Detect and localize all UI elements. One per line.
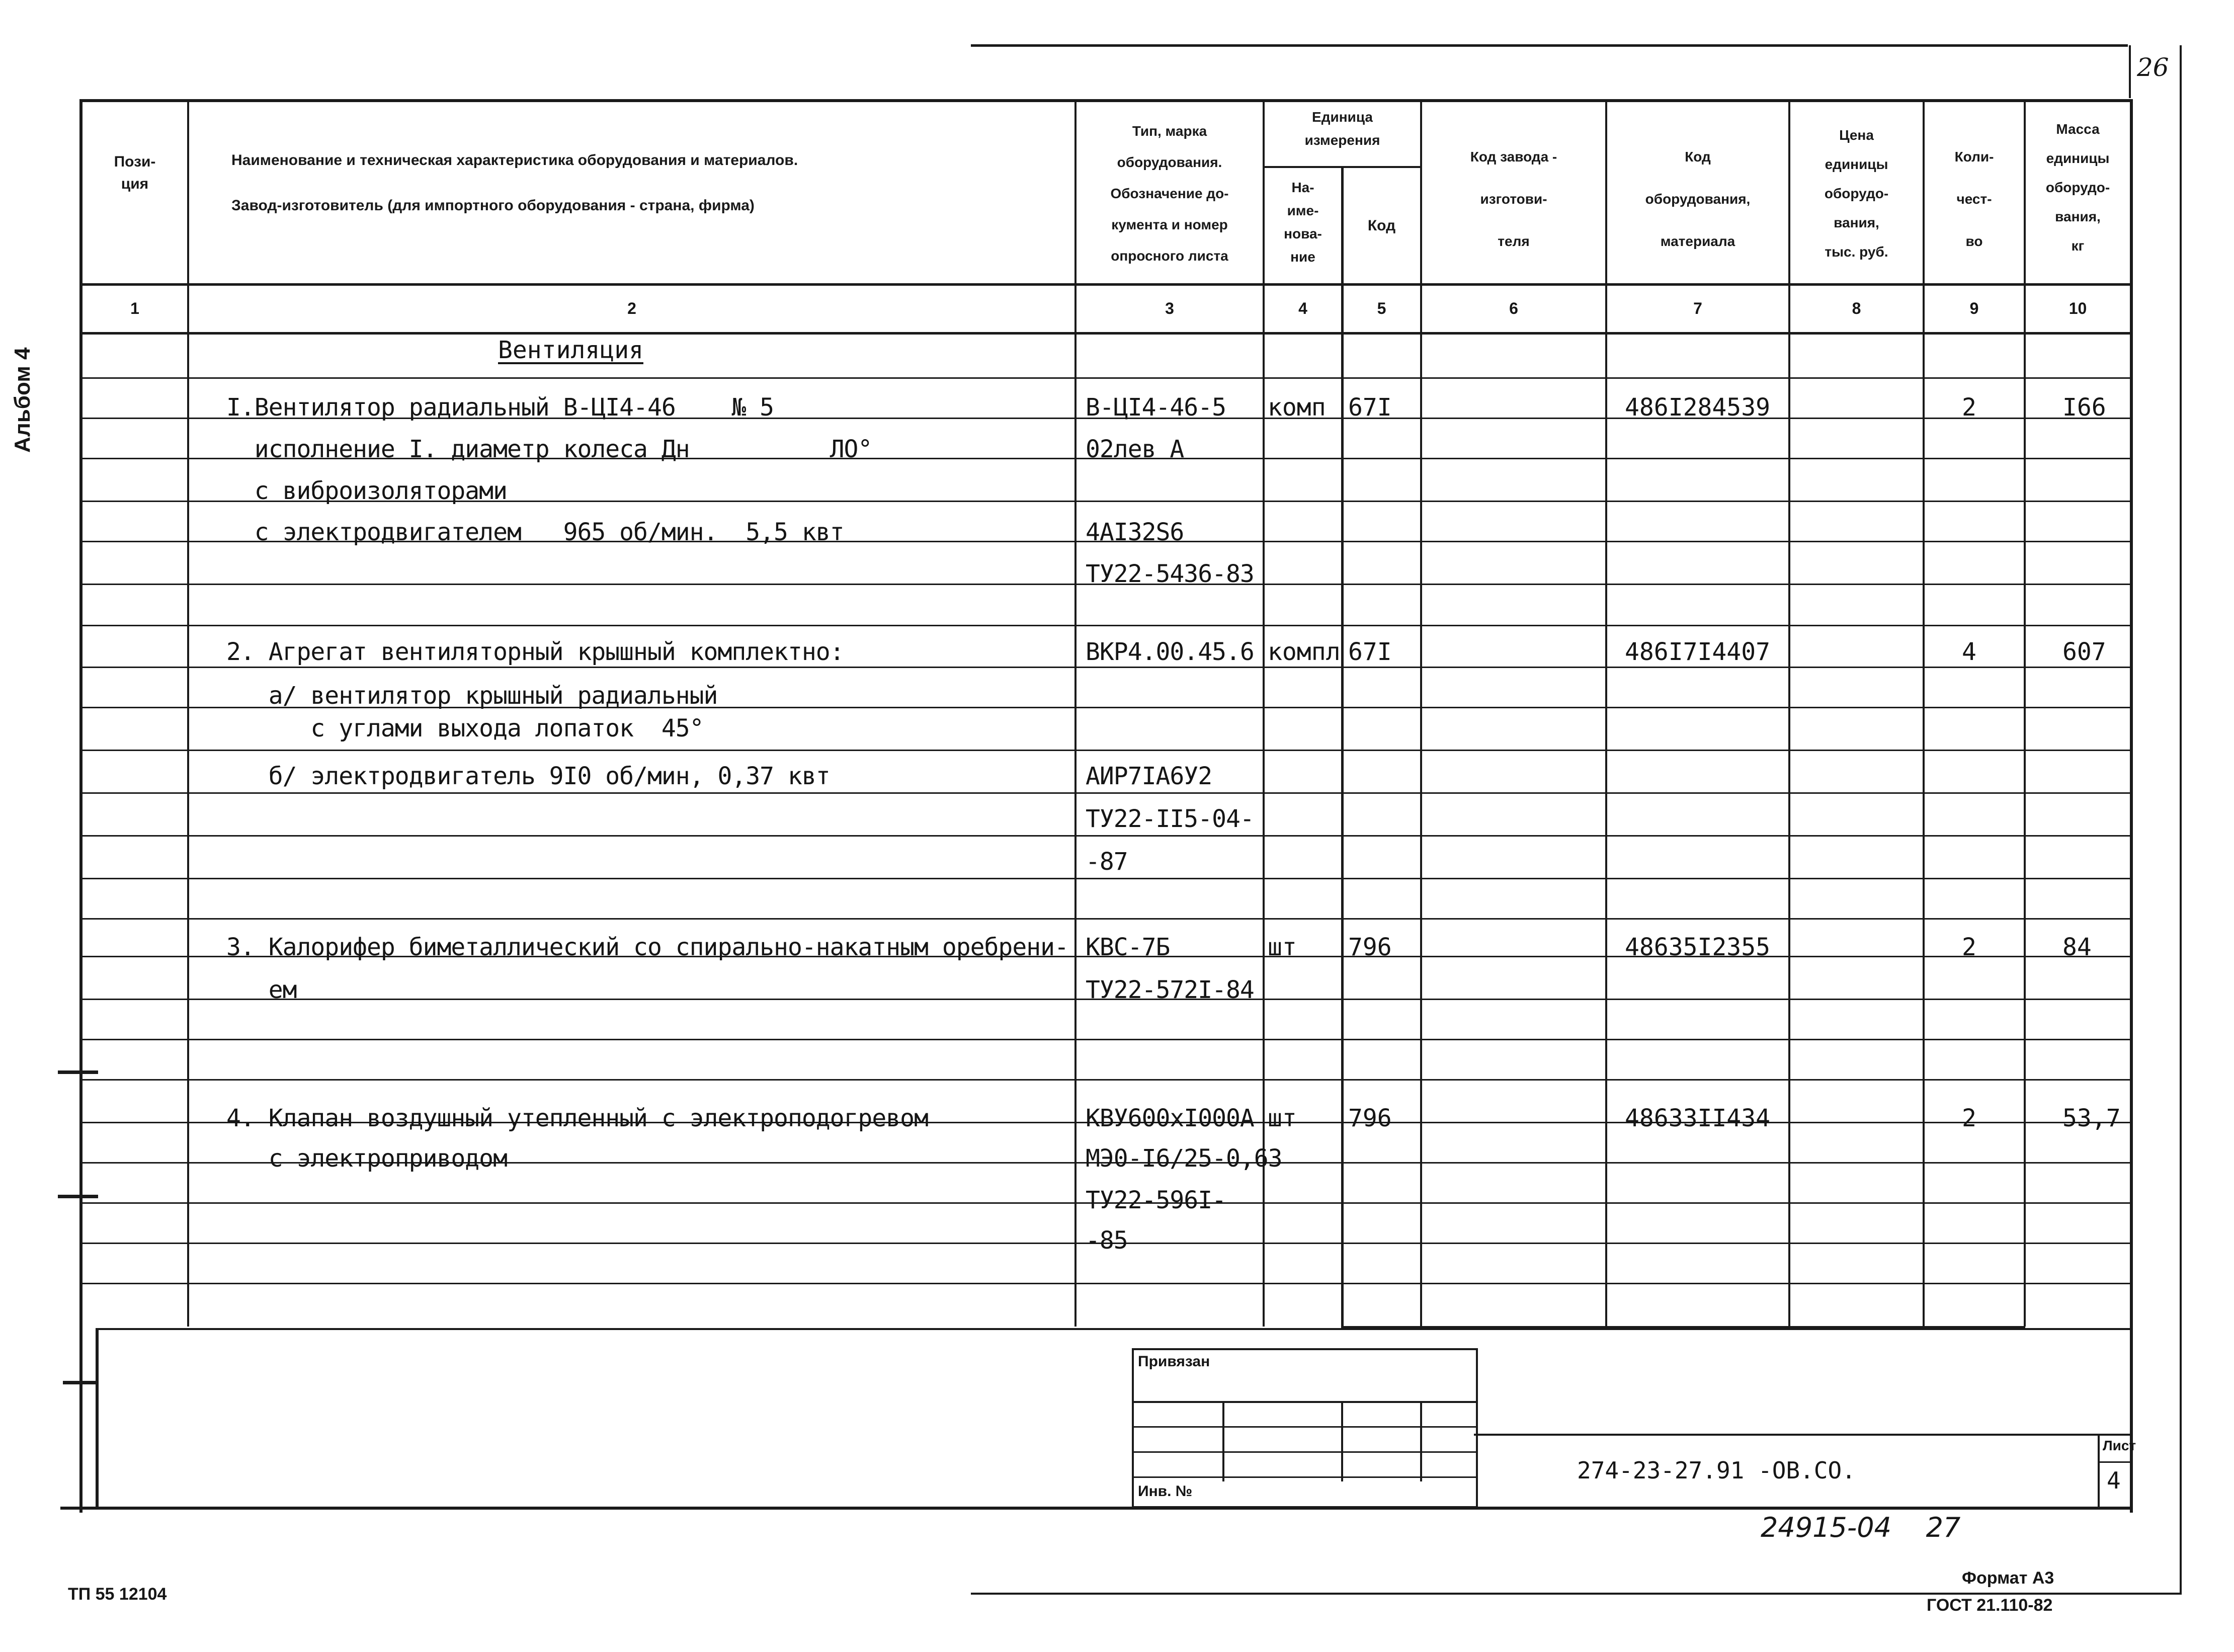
format-label: Формат А3 — [1962, 1568, 2054, 1588]
sheet-label: Лист — [2103, 1438, 2136, 1453]
sheet-mark: 26 — [2137, 53, 2169, 82]
margin-tick — [63, 1381, 98, 1384]
column-number-3: 3 — [1165, 299, 1174, 317]
stamp-privyazan: Привязан — [1138, 1353, 1210, 1370]
table-right-border — [2130, 99, 2133, 1513]
cell-type-mark: В-ЦI4-46-5 — [1086, 393, 1226, 422]
lower-frame-left — [96, 1328, 99, 1509]
row-rule — [82, 625, 2130, 626]
cell-type-mark: ТУ22-II5-04- — [1086, 805, 1254, 833]
column-number-10: 10 — [2068, 299, 2087, 317]
section-title: Вентиляция — [498, 336, 643, 364]
column-number-5: 5 — [1377, 299, 1386, 317]
col-divider-4 — [1341, 166, 1344, 1328]
col-divider-6 — [1605, 99, 1607, 1327]
cell-type-mark: КВС-7Б — [1086, 933, 1170, 961]
header-mass: Масса единицы оборудо- вания, кг — [2045, 121, 2110, 254]
cell-mass: I66 — [2062, 393, 2106, 422]
cell-equipment-code: 48633II434 — [1625, 1104, 1770, 1132]
cell-unit-code: 796 — [1348, 933, 1392, 961]
cell-mass: 53,7 — [2062, 1104, 2121, 1132]
row-rule — [82, 835, 2130, 837]
gost-label: ГОСТ 21.110-82 — [1927, 1596, 2053, 1615]
cell-description: с электроприводом — [226, 1144, 507, 1173]
cell-mass: 607 — [2062, 638, 2106, 666]
title-block-line — [1474, 1434, 2133, 1436]
cell-quantity: 2 — [1962, 1104, 1976, 1132]
col-divider-3 — [1263, 99, 1265, 1327]
cell-description: с углами выхода лопаток 45° — [226, 714, 704, 742]
cell-type-mark: АИР7IA6У2 — [1086, 762, 1212, 790]
column-number-9: 9 — [1969, 299, 1979, 317]
cell-type-mark: -87 — [1086, 848, 1128, 876]
sheet-number: 4 — [2107, 1467, 2121, 1494]
cell-unit-name: шт — [1268, 933, 1297, 961]
cell-unit-name: шт — [1268, 1104, 1297, 1132]
sheet-box-mid — [2098, 1461, 2133, 1463]
sheet-box-left — [2098, 1434, 2100, 1509]
handwritten-number: 24915-04 27 — [1761, 1512, 1961, 1543]
stamp-col — [1341, 1401, 1343, 1481]
cell-description: а/ вентилятор крышный радиальный — [226, 682, 718, 710]
cell-type-mark: МЭ0-I6/25-0,63 — [1086, 1144, 1282, 1173]
cell-equipment-code: 486I284539 — [1625, 393, 1770, 422]
header-name-line2: Завод-изготовитель (для импортного оборудования - страна, фирма) — [231, 197, 755, 214]
header-equipment-code: Код оборудования, материала — [1645, 149, 1751, 249]
colnum-bottom-border — [80, 332, 2133, 335]
cell-type-mark: КВУ600хI000А — [1086, 1104, 1254, 1132]
stamp-inv-no: Инв. № — [1138, 1483, 1193, 1500]
cell-unit-code: 67I — [1348, 393, 1392, 422]
document-code: 274-23-27.91 -ОВ.СО. — [1577, 1457, 1856, 1484]
header-unit-group: Единица измерения — [1304, 109, 1380, 148]
cell-equipment-code: 486I7I4407 — [1625, 638, 1770, 666]
lower-frame-top — [96, 1328, 2133, 1330]
row-rule — [82, 918, 2130, 920]
cell-type-mark: ТУ22-5436-83 — [1086, 560, 1254, 588]
sheet-mark-divider — [2129, 45, 2131, 98]
cell-quantity: 2 — [1962, 933, 1976, 961]
cell-type-mark: 4AI32S6 — [1086, 518, 1184, 546]
header-position: Пози- ция — [114, 153, 156, 192]
cell-description: 4. Клапан воздушный утепленный с электроподогревом — [226, 1104, 928, 1132]
cell-type-mark: 02лев А — [1086, 435, 1184, 463]
stamp-line — [1132, 1426, 1476, 1428]
table-top-border — [80, 99, 2133, 102]
cell-unit-code: 67I — [1348, 638, 1392, 666]
col-divider-7 — [1788, 99, 1790, 1327]
cell-description: с виброизоляторами — [226, 477, 507, 505]
col-divider-5 — [1420, 99, 1422, 1327]
column-number-2: 2 — [627, 299, 636, 317]
col-divider-8 — [1923, 99, 1925, 1327]
margin-tick — [58, 1070, 98, 1074]
row-rule — [82, 878, 2130, 879]
cell-type-mark: -85 — [1086, 1226, 1128, 1255]
cell-quantity: 2 — [1962, 393, 1976, 422]
header-unit-name: На- име- нова- ние — [1284, 180, 1322, 265]
row-rule — [82, 667, 2130, 668]
stamp-col — [1420, 1401, 1422, 1481]
album-label: Альбом 4 — [10, 347, 35, 453]
col-divider-1 — [187, 99, 189, 1327]
header-price: Цена единицы оборудо- вания, тыс. руб. — [1824, 127, 1889, 260]
row-rule — [82, 1079, 2130, 1081]
cell-type-mark: ТУ22-572I-84 — [1086, 976, 1254, 1004]
cell-description: исполнение I. диаметр колеса Дн ЛО° — [226, 435, 872, 463]
row-rule — [82, 792, 2130, 794]
cell-description: с электродвигателем 965 об/мин. 5,5 квт — [226, 518, 844, 546]
cell-description: 3. Калорифер биметаллический со спирально-накатным оребрени- — [226, 933, 1068, 961]
header-unit-code: Код — [1367, 217, 1396, 234]
cell-quantity: 4 — [1962, 638, 1976, 666]
cell-unit-name: комп — [1268, 393, 1326, 422]
cell-mass: 84 — [2062, 933, 2092, 961]
cell-description: I.Вентилятор радиальный В-ЦI4-46 № 5 — [226, 393, 774, 422]
header-bottom-border — [80, 283, 2133, 286]
margin-tick — [58, 1195, 98, 1198]
cell-type-mark: ТУ22-596I- — [1086, 1186, 1226, 1214]
tp-code: ТП 55 12104 — [68, 1585, 167, 1604]
header-quantity: Коли- чест- во — [1954, 149, 1994, 249]
bottom-rule — [971, 1593, 2182, 1595]
lower-frame-bottom — [96, 1507, 2133, 1510]
top-rule — [971, 44, 2128, 47]
margin-tick — [60, 1507, 101, 1510]
header-type-mark: Тип, марка оборудования. Обозначение до- кумента и номер опросного листа — [1110, 123, 1229, 264]
stamp-col — [1222, 1401, 1224, 1481]
column-number-7: 7 — [1693, 299, 1702, 317]
cell-unit-code: 796 — [1348, 1104, 1392, 1132]
col-divider-9 — [2024, 99, 2026, 1327]
cell-equipment-code: 48635I2355 — [1625, 933, 1770, 961]
cell-description: ем — [226, 976, 297, 1004]
row-rule — [82, 750, 2130, 751]
cell-type-mark: ВКР4.00.45.6 — [1086, 638, 1254, 666]
column-number-6: 6 — [1509, 299, 1518, 317]
cell-description: 2. Агрегат вентиляторный крышный комплектно: — [226, 638, 844, 666]
right-border — [2180, 45, 2182, 1595]
stamp-line — [1132, 1401, 1476, 1403]
stamp-line — [1132, 1451, 1476, 1453]
cell-description: б/ электродвигатель 9I0 об/мин, 0,37 квт — [226, 762, 830, 790]
stamp-line — [1132, 1476, 1476, 1478]
column-number-8: 8 — [1852, 299, 1861, 317]
column-number-1: 1 — [130, 299, 139, 317]
header-plant-code: Код завода - изготови- теля — [1470, 149, 1557, 249]
row-rule — [82, 1039, 2130, 1040]
col-divider-2 — [1074, 99, 1077, 1327]
row-rule — [82, 377, 2130, 379]
row-rule — [82, 1283, 2130, 1284]
cell-unit-name: компл — [1268, 638, 1341, 666]
header-name-line1: Наименование и техническая характеристика оборудования и материалов. — [231, 152, 798, 169]
column-number-4: 4 — [1298, 299, 1307, 317]
